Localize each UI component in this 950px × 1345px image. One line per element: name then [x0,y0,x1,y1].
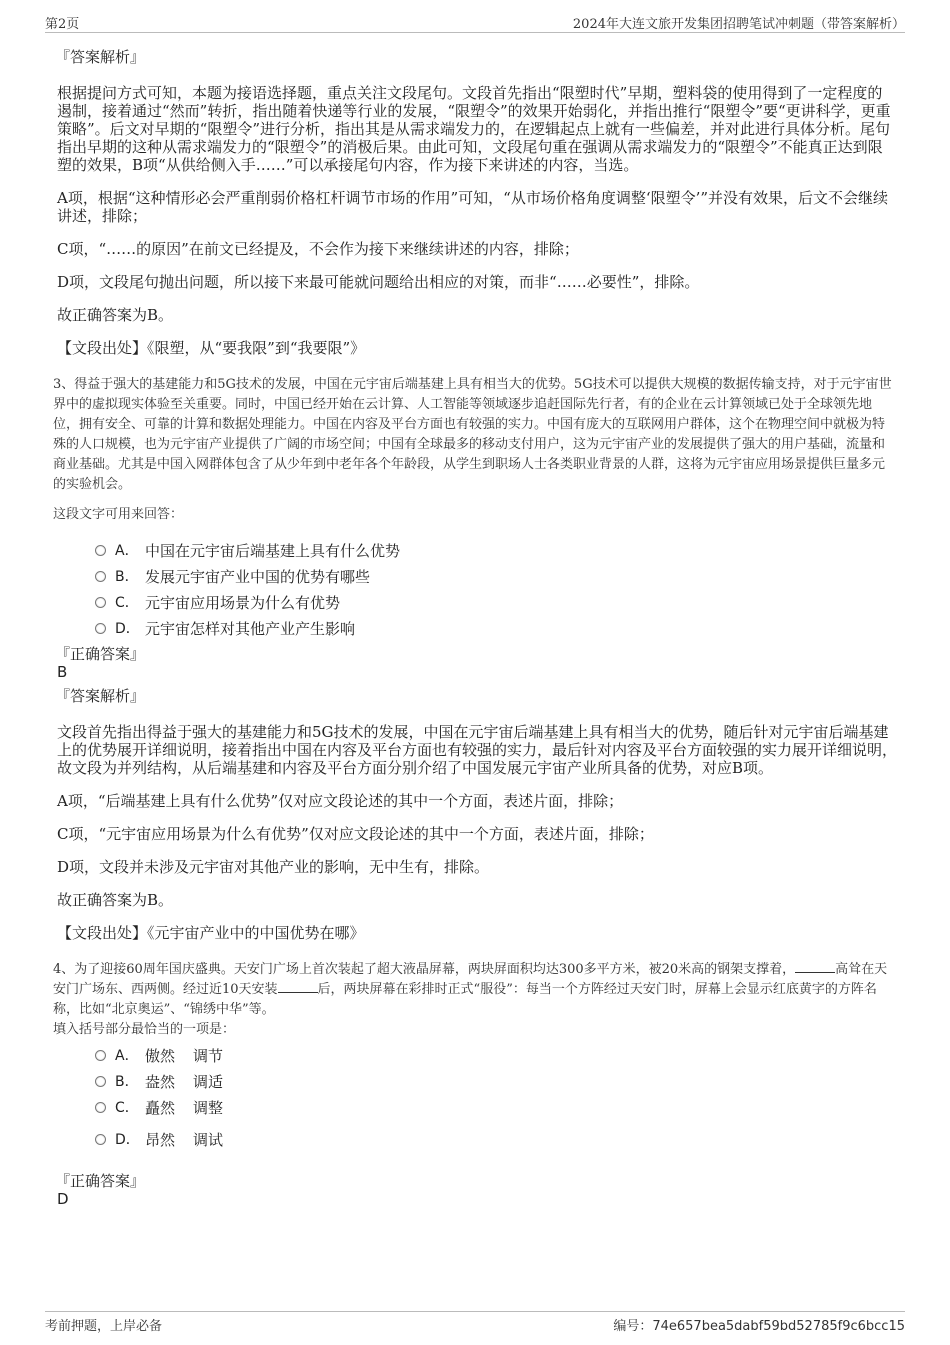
q3-analysis-d: D项，文段并未涉及元宇宙对其他产业的影响，无中生有，排除。 [57,858,490,876]
q2-analysis-label: 『答案解析』 [55,48,146,66]
radio-icon[interactable] [95,1102,106,1113]
q3-prompt: 这段文字可用来回答： [53,507,184,522]
q3-options [95,537,897,641]
option-word-2: 调试 [193,1130,224,1149]
q2-conclusion: 故正确答案为B。 [57,306,174,324]
q4-option-d[interactable] [95,1126,897,1152]
document-code [613,1315,905,1334]
q3-answer: B [57,663,68,681]
q4-answer: D [57,1190,69,1208]
code-value: 74e657bea5dabf59bd52785f9c6bcc15 [652,1319,905,1334]
q4-prompt: 填入括号部分最恰当的一项是： [53,1022,236,1037]
q4-answer-label: 『正确答案』 [55,1172,146,1190]
q3-option-b[interactable] [95,563,897,589]
q4-text [53,960,897,1020]
footer-slogan: 考前押题，上岸必备 [45,1319,163,1334]
option-text: 发展元宇宙产业中国的优势有哪些 [145,567,371,586]
q4-text-part2: 高耸在天安门广场东、西两侧。经过近10天安装 [53,962,888,997]
page-footer [45,1311,905,1334]
q3-source: 【文段出处】《元宇宙产业中的中国优势在哪》 [57,924,365,942]
q3-text: 3、得益于强大的基建能力和5G技术的发展，中国在元宇宙后端基建上具有相当大的优势。5G技术可以提供大规模的数据传输支持，对于元宇宙世界中的虚拟现实体验至关重要。同时，中国已经开始在云计算、人工智能等领域逐步追赶国际先行者，有的企业在云计算领域已处于全球领先地位，拥有安全、可靠的计算和数据处理能力。中国在内容及平台方面也有较强的实力。中国有庞大的互联网用户群体，这个在物理空间中就极为特殊的人口规模，也为元宇宙产业提供了广阔的市场空间；中国有全球最多的移动支付用户，这为元宇宙产业的发展提供了强大的用户基础，流量和商业基础。尤其是中国入网群体包含了从少年到中老年各个年龄段，从学生到职场人士各类职业背景的人群，这将为元宇宙应用场景提供巨量多元的实验机会。 [53,377,892,492]
q3-option-c[interactable] [95,589,897,615]
q4-text-part1: 4、为了迎接60周年国庆盛典。天安门广场上首次装起了超大液晶屏幕，两块屏面积均达300多平方米，被20米高的钢架支撑着， [53,962,796,977]
option-letter: A． [115,1048,139,1064]
blank-line [795,960,835,973]
option-word-1: 昂然 [145,1130,176,1149]
option-letter: C． [115,1100,139,1116]
option-text: 元宇宙应用场景为什么有优势 [145,593,341,612]
q4-option-b[interactable] [95,1068,897,1094]
q2-analysis: 根据提问方式可知，本题为接语选择题，重点关注文段尾句。文段首先指出“限塑时代”早期，塑料袋的使用得到了一定程度的遏制，接着通过“然而”转折，指出随着快递等行业的发展，“限塑令”的效果开始弱化，并指出推行“限塑令”要“更讲科学，更重策略”。后文对早期的“限塑令”进行分析，指出其是从需求端发力的，在逻辑起点上就有一些偏差，并对此进行具体分析。尾句指出早期的这种从需求端发力的“限塑令”的消极后果。由此可知，文段尾句重在强调从需求端发力的“限塑令”不能真正达到限塑的效果，B项“从供给侧入手……”可以承接尾句内容，作为接下来讲述的内容，当选。 [57,84,891,174]
blank-line [278,980,318,993]
q2-analysis-d: D项，文段尾句抛出问题，所以接下来最可能就问题给出相应的对策，而非“……必要性”，排除。 [57,273,700,291]
q3-analysis-c: C项，“元宇宙应用场景为什么有优势”仅对应文段论述的其中一个方面，表述片面，排除； [57,825,654,843]
q2-analysis-a: A项，根据“这种情形必会严重削弱价格杠杆调节市场的作用”可知，“从市场价格角度调整‘限塑令’”并没有效果，后文不会继续讲述，排除； [57,189,889,225]
option-text: 元宇宙怎样对其他产业产生影响 [145,619,356,638]
q4-options [95,1042,897,1152]
radio-icon[interactable] [95,1134,106,1145]
radio-icon[interactable] [95,1076,106,1087]
radio-icon[interactable] [95,623,106,634]
page-number: 第2页 [45,16,80,32]
q3-conclusion: 故正确答案为B。 [57,891,174,909]
option-word-1: 盎然 [145,1072,176,1091]
option-word-1: 矗然 [145,1098,176,1117]
option-letter: B． [115,569,139,585]
option-letter: D． [115,1132,140,1148]
radio-icon[interactable] [95,571,106,582]
option-text: 中国在元宇宙后端基建上具有什么优势 [145,541,401,560]
radio-icon[interactable] [95,545,106,556]
option-word-1: 傲然 [145,1046,176,1065]
q4-option-a[interactable] [95,1042,897,1068]
q2-analysis-c: C项，“……的原因”在前文已经提及，不会作为接下来继续讲述的内容，排除； [57,240,579,258]
document-title: 2024年大连文旅开发集团招聘笔试冲刺题（带答案解析） [572,16,905,32]
q3-option-d[interactable] [95,615,897,641]
page-header [45,12,905,33]
q4-option-c[interactable] [95,1094,897,1120]
radio-icon[interactable] [95,1050,106,1061]
option-letter: D． [115,621,140,637]
q4-text-part3: 后，两块屏幕在彩排时正式“服役”：每当一个方阵经过天安门时，屏幕上会显示红底黄字的方阵名称，比如“北京奥运”、“锦绣中华”等。 [53,982,877,1017]
option-word-2: 调适 [193,1072,224,1091]
q3-analysis-a: A项，“后端基建上具有什么优势”仅对应文段论述的其中一个方面，表述片面，排除； [57,792,624,810]
q3-analysis: 文段首先指出得益于强大的基建能力和5G技术的发展，中国在元宇宙后端基建上具有相当大的优势，随后针对元宇宙后端基建上的优势展开详细说明，接着指出中国在内容及平台方面也有较强的实力，最后针对内容及平台方面较强的实力展开详细说明，故文段为并列结构，从后端基建和内容及平台方面分别介绍了中国发展元宇宙产业所具备的优势，对应B项。 [57,723,898,777]
q2-source: 【文段出处】《限塑，从“要我限”到“我要限”》 [57,339,366,357]
option-word-2: 调节 [193,1046,224,1065]
radio-icon[interactable] [95,597,106,608]
option-word-2: 调整 [193,1098,224,1117]
document-body [53,48,898,1214]
q3-answer-label: 『正确答案』 [55,645,146,663]
code-label: 编号： [613,1319,653,1334]
option-letter: A． [115,543,139,559]
option-letter: B． [115,1074,139,1090]
q3-analysis-label: 『答案解析』 [55,687,146,705]
q3-option-a[interactable] [95,537,897,563]
option-letter: C． [115,595,139,611]
